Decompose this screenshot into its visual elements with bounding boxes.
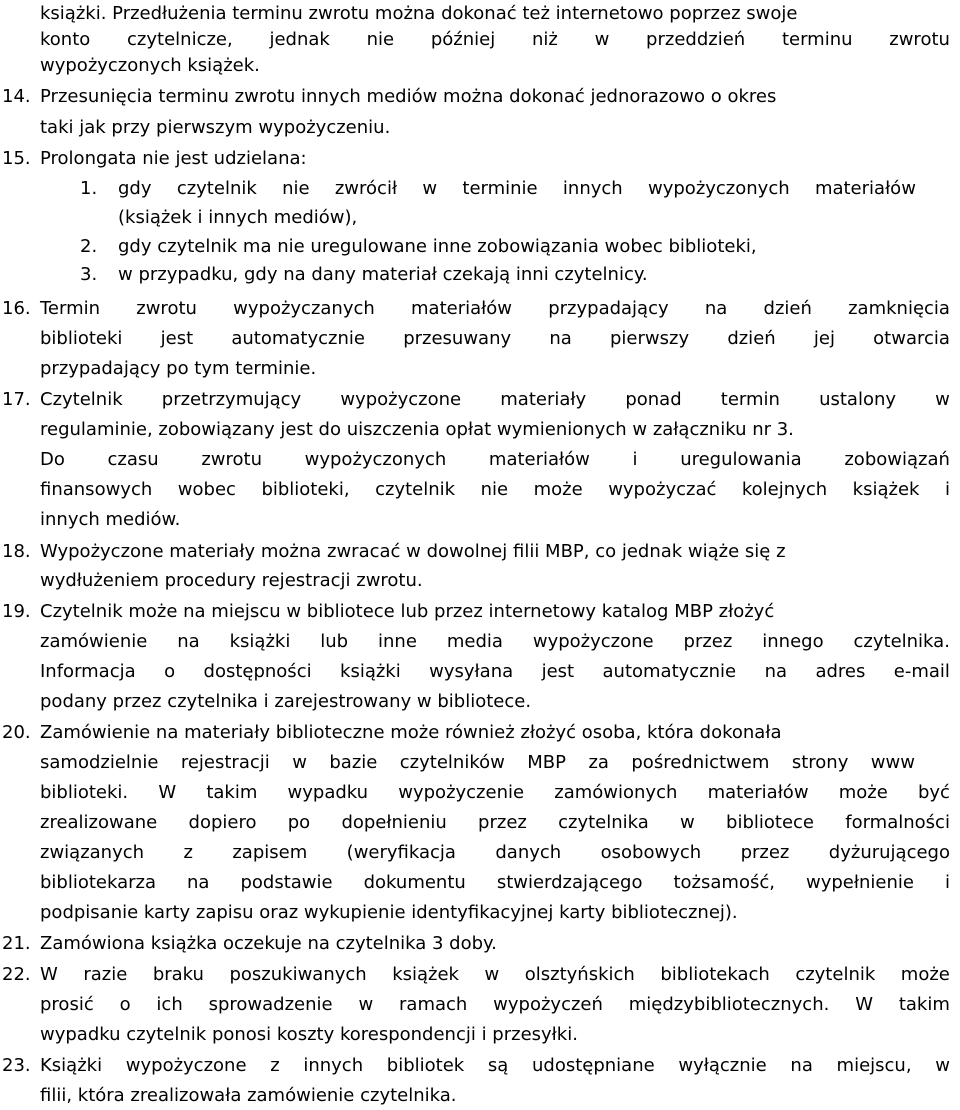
word: prosić (40, 994, 94, 1015)
word: czytelnik (176, 178, 257, 199)
word: jej (813, 328, 835, 349)
word: zwrotu (889, 29, 950, 50)
word: wobec (177, 479, 236, 500)
word: z (270, 1055, 280, 1076)
item-number: 18. (2, 541, 31, 562)
word: międzybibliotecznych. (628, 994, 830, 1015)
word: książki (340, 661, 401, 682)
word: dokumentu (363, 872, 466, 893)
sub-item-number: 1. (80, 178, 98, 199)
paragraph-line: przypadający po tym terminie. (40, 358, 317, 379)
paragraph-line (40, 749, 915, 777)
word: miejscu, (836, 1055, 912, 1076)
item-number: 14. (2, 86, 31, 107)
paragraph-line (40, 991, 950, 1019)
word: automatycznie (231, 328, 365, 349)
word: w (594, 29, 610, 50)
word: materiałów (707, 782, 809, 803)
paragraph-line: Wypożyczone materiały można zwracać w dowolnej filii MBP, co jednak wiąże się z (40, 541, 786, 562)
word: bibliotekach (660, 964, 770, 985)
word: wypożyczone (125, 1055, 247, 1076)
word: po (287, 812, 311, 833)
word: czytelników (399, 752, 505, 773)
word: książek (852, 479, 920, 500)
word: osobowych (600, 842, 702, 863)
word: materiały (500, 389, 587, 410)
word: adres (815, 661, 866, 682)
item-number: 20. (2, 722, 31, 743)
word: MBP (527, 752, 567, 773)
word: gdy (118, 178, 152, 199)
word: na (704, 298, 728, 319)
word: otwarcia (873, 328, 950, 349)
word: książki (229, 631, 291, 652)
item-number: 19. (2, 601, 31, 622)
word: sprowadzenie (208, 994, 333, 1015)
word: w (935, 389, 950, 410)
word: przez (478, 812, 527, 833)
sub-item-number: 2. (80, 236, 98, 257)
word: później (430, 29, 496, 50)
word: wypożyczone (532, 631, 654, 652)
word: nie (282, 178, 310, 199)
word: olsztyńskich (524, 964, 635, 985)
word: z (183, 842, 193, 863)
item-number: 16. (2, 298, 31, 319)
paragraph-line (40, 295, 950, 323)
word: przesuwany (403, 328, 512, 349)
word: termin (720, 389, 780, 410)
word: zwrócił (334, 178, 398, 199)
word: czytelnik (375, 479, 456, 500)
paragraph-line (40, 325, 950, 353)
paragraph-line (40, 26, 950, 54)
paragraph-line: Zamówiona książka oczekuje na czytelnika 3 doby. (40, 933, 497, 954)
word: przetrzymujący (161, 389, 302, 410)
word: pośrednictwem (631, 752, 770, 773)
word: bibliotekarza (40, 872, 157, 893)
paragraph-line: regulaminie, zobowiązany jest do uiszczenia opłat wymienionych w załączniku nr 3. (40, 419, 794, 440)
word: biblioteki. (40, 782, 129, 803)
word: bibliotece (726, 812, 814, 833)
paragraph-line: wypożyczonych książek. (40, 55, 260, 76)
word: uregulowania (680, 449, 802, 470)
word: terminie (462, 178, 538, 199)
word: w (680, 812, 695, 833)
word: dostępności (203, 661, 312, 682)
word: ramach (399, 994, 468, 1015)
word: poszukiwanych (229, 964, 367, 985)
word: na (177, 631, 200, 652)
item-number: 17. (2, 389, 31, 410)
word: jest (541, 661, 575, 682)
word: razie (83, 964, 128, 985)
word: bazie (329, 752, 378, 773)
word: w (484, 964, 500, 985)
word: W (855, 994, 873, 1015)
word: wypełnienie (805, 872, 914, 893)
word: może (900, 964, 950, 985)
word: materiałów (814, 178, 916, 199)
item-number: 23. (2, 1055, 31, 1076)
word: niż (531, 29, 558, 50)
word: biblioteki (40, 328, 123, 349)
word: automatycznie (602, 661, 737, 682)
word: i (632, 449, 638, 470)
word: zwrotu (201, 449, 262, 470)
word: udostępniane (531, 1055, 655, 1076)
word: ich (156, 994, 183, 1015)
paragraph-line: (książek i innych mediów), (118, 207, 358, 228)
word: dopiero (188, 812, 257, 833)
word: wypożyczonych (304, 449, 447, 470)
word: związanych (40, 842, 145, 863)
word: na (790, 1055, 813, 1076)
word: wypożyczeń (493, 994, 603, 1015)
item-number: 21. (2, 933, 31, 954)
word: czytelnik (795, 964, 876, 985)
word: wyłącznie (678, 1055, 767, 1076)
word: dyżurującego (828, 842, 950, 863)
paragraph-line (118, 175, 916, 203)
word: zamówionych (554, 782, 678, 803)
word: przypadający (548, 298, 669, 319)
word: na (764, 661, 788, 682)
word: i (944, 479, 950, 500)
word: jest (160, 328, 194, 349)
word: bibliotek (386, 1055, 465, 1076)
word: za (588, 752, 609, 773)
word: (weryfikacja (346, 842, 456, 863)
paragraph-line (40, 1052, 950, 1080)
word: takim (206, 782, 258, 803)
word: czasu (107, 449, 159, 470)
paragraph-line (40, 839, 950, 867)
paragraph-line (40, 779, 950, 807)
word: formalności (845, 812, 950, 833)
word: na (549, 328, 572, 349)
word: lub (320, 631, 349, 652)
paragraph-line: Przesunięcia terminu zwrotu innych mediów można dokonać jednorazowo o okres (40, 86, 777, 107)
word: ustalony (819, 389, 897, 410)
word: przeddzień (646, 29, 746, 50)
word: na (187, 872, 210, 893)
word: stwierdzającego (496, 872, 643, 893)
word: w (422, 178, 438, 199)
word: zrealizowane (40, 812, 158, 833)
paragraph-line: Prolongata nie jest udzielana: (40, 148, 307, 169)
word: dopełnieniu (341, 812, 447, 833)
word: zapisem (232, 842, 308, 863)
word: w (292, 752, 307, 773)
word: nie (366, 29, 395, 50)
word: być (917, 782, 950, 803)
paragraph-line: w przypadku, gdy na dany materiał czekają inni czytelnicy. (118, 264, 648, 285)
word: zamówienie (40, 631, 148, 652)
word: w (358, 994, 374, 1015)
paragraph-line: taki jak przy pierwszym wypożyczeniu. (40, 117, 391, 138)
paragraph-line (40, 809, 950, 837)
word: tożsamość, (673, 872, 775, 893)
word: innych (562, 178, 623, 199)
word: dzień (727, 328, 776, 349)
paragraph-line (40, 386, 950, 414)
paragraph-line: Zamówienie na materiały biblioteczne może również złożyć osoba, która dokonała (40, 722, 782, 743)
sub-item-number: 3. (80, 264, 98, 285)
paragraph-line (40, 476, 950, 504)
word: dzień (763, 298, 812, 319)
paragraph-line: innych mediów. (40, 509, 181, 530)
paragraph-line (40, 658, 950, 686)
word: jednak (269, 29, 330, 50)
word: materiałów (488, 449, 590, 470)
word: www (870, 752, 915, 773)
word: zobowiązań (844, 449, 950, 470)
word: media (446, 631, 503, 652)
word: pierwszy (610, 328, 690, 349)
word: są (487, 1055, 509, 1076)
word: kolejnych (741, 479, 828, 500)
word: materiałów (411, 298, 512, 319)
paragraph-line: podpisanie karty zapisu oraz wykupienie identyfikacyjnej karty bibliotecznej). (40, 902, 738, 923)
word: konto (40, 29, 91, 50)
word: terminu (781, 29, 853, 50)
word: W (158, 782, 177, 803)
word: wypożyczonych (648, 178, 790, 199)
word: biblioteki, (261, 479, 350, 500)
paragraph-line (40, 628, 950, 656)
paragraph-line: podany przez czytelnika i zarejestrowany w bibliotece. (40, 691, 532, 712)
word: innego (762, 631, 824, 652)
word: danych (495, 842, 562, 863)
paragraph-line: Czytelnik może na miejscu w bibliotece lub przez internetowy katalog MBP złożyć (40, 601, 775, 622)
word: o (119, 994, 131, 1015)
paragraph-line: wydłużeniem procedury rejestracji zwrotu. (40, 570, 423, 591)
word: Książki (40, 1055, 103, 1076)
paragraph-line: książki. Przedłużenia terminu zwrotu można dokonać też internetowo poprzez swoje (40, 3, 798, 24)
word: może (838, 782, 888, 803)
word: przez (740, 842, 790, 863)
word: Czytelnik (40, 389, 123, 410)
word: podstawie (240, 872, 333, 893)
paragraph-line: gdy czytelnik ma nie uregulowane inne zobowiązania wobec biblioteki, (118, 236, 757, 257)
word: rejestracji (180, 752, 270, 773)
word: braku (152, 964, 204, 985)
word: nie (480, 479, 509, 500)
word: może (533, 479, 583, 500)
word: W (40, 964, 58, 985)
word: finansowych (40, 479, 153, 500)
item-number: 22. (2, 964, 31, 985)
word: samodzielnie (40, 752, 159, 773)
word: Termin (40, 298, 101, 319)
word: wypożyczenie (398, 782, 525, 803)
word: wypadku (287, 782, 369, 803)
word: przez (683, 631, 733, 652)
word: Do (40, 449, 65, 470)
word: wypożyczanych (233, 298, 375, 319)
word: inne (378, 631, 417, 652)
word: czytelnika (558, 812, 649, 833)
word: czytelnicze, (127, 29, 233, 50)
word: i (944, 872, 950, 893)
word: strony (791, 752, 849, 773)
word: książek (392, 964, 459, 985)
word: takim (898, 994, 950, 1015)
item-number: 15. (2, 148, 31, 169)
paragraph-line (40, 869, 950, 897)
word: zwrotu (136, 298, 197, 319)
word: wypożyczać (608, 479, 717, 500)
paragraph-line: wypadku czytelnik ponosi koszty korespondencji i przesyłki. (40, 1024, 578, 1045)
word: wysyłana (429, 661, 514, 682)
word: zamknięcia (848, 298, 950, 319)
word: czytelnika. (853, 631, 950, 652)
word: e-mail (893, 661, 950, 682)
word: o (164, 661, 176, 682)
word: w (935, 1055, 950, 1076)
paragraph-line: filii, która zrealizowała zamówienie czytelnika. (40, 1085, 457, 1106)
word: wypożyczone (340, 389, 462, 410)
word: innych (303, 1055, 364, 1076)
paragraph-line (40, 446, 950, 474)
word: ponad (625, 389, 682, 410)
word: Informacja (40, 661, 136, 682)
paragraph-line (40, 961, 950, 989)
